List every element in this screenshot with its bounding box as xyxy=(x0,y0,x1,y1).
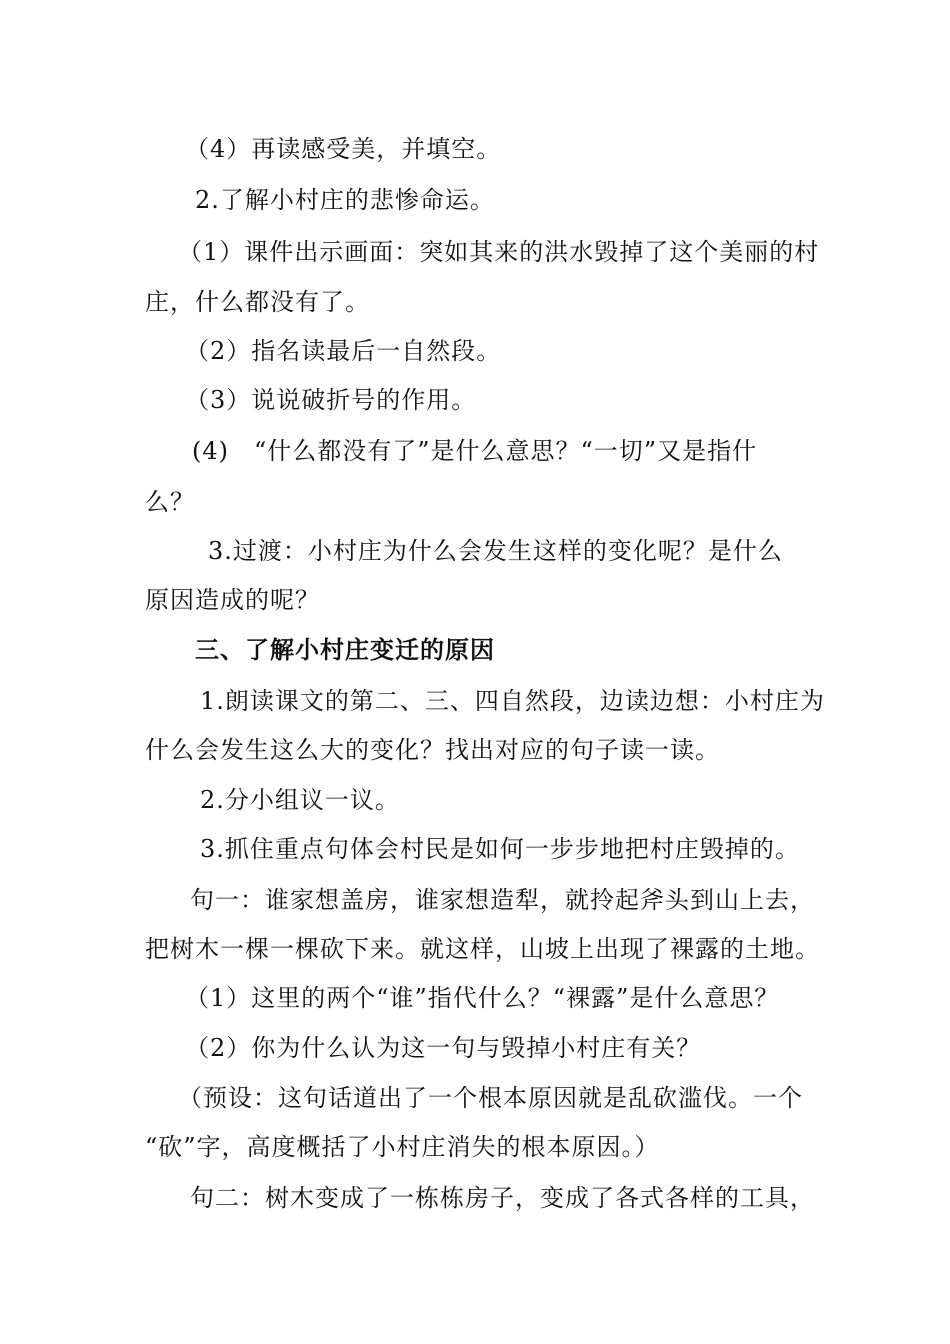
line-7: (4) “什么都没有了”是什么意思？“一切”又是指什 xyxy=(192,437,758,465)
line-14: 2.分小组议一议。 xyxy=(200,786,400,814)
line-20: （预设：这句话道出了一个根本原因就是乱砍滥伐。一个 xyxy=(178,1084,803,1112)
section-heading: 三、了解小村庄变迁的原因 xyxy=(195,635,495,664)
line-16: 句一：谁家想盖房，谁家想造犁，就拎起斧头到山上去， xyxy=(190,886,815,914)
line-21: “砍”字，高度概括了小村庄消失的根本原因。） xyxy=(145,1133,660,1161)
line-2: 2.了解小村庄的悲惨命运。 xyxy=(195,186,495,214)
line-3: （1）课件出示画面：突如其来的洪水毁掉了这个美丽的村 xyxy=(178,238,820,266)
line-6: （3）说说破折号的作用。 xyxy=(185,386,477,414)
line-22: 句二：树木变成了一栋栋房子，变成了各式各样的工具， xyxy=(190,1184,815,1212)
line-15: 3.抓住重点句体会村民是如何一步步地把村庄毁掉的。 xyxy=(200,835,800,863)
line-9: 3.过渡：小村庄为什么会发生这样的变化呢？是什么 xyxy=(208,537,783,565)
line-18: （1）这里的两个“谁”指代什么？“裸露”是什么意思？ xyxy=(185,984,780,1012)
line-10: 原因造成的呢？ xyxy=(145,586,320,614)
line-5: （2）指名读最后一自然段。 xyxy=(185,337,502,365)
line-13: 什么会发生这么大的变化？找出对应的句子读一读。 xyxy=(145,736,720,764)
line-17: 把树木一棵一棵砍下来。就这样，山坡上出现了裸露的土地。 xyxy=(145,935,820,963)
line-4: 庄，什么都没有了。 xyxy=(145,288,370,316)
line-1: （4）再读感受美，并填空。 xyxy=(185,135,502,163)
line-12: 1.朗读课文的第二、三、四自然段，边读边想：小村庄为 xyxy=(200,687,825,715)
line-19: （2）你为什么认为这一句与毁掉小村庄有关？ xyxy=(185,1034,702,1062)
line-8: 么？ xyxy=(145,488,195,516)
